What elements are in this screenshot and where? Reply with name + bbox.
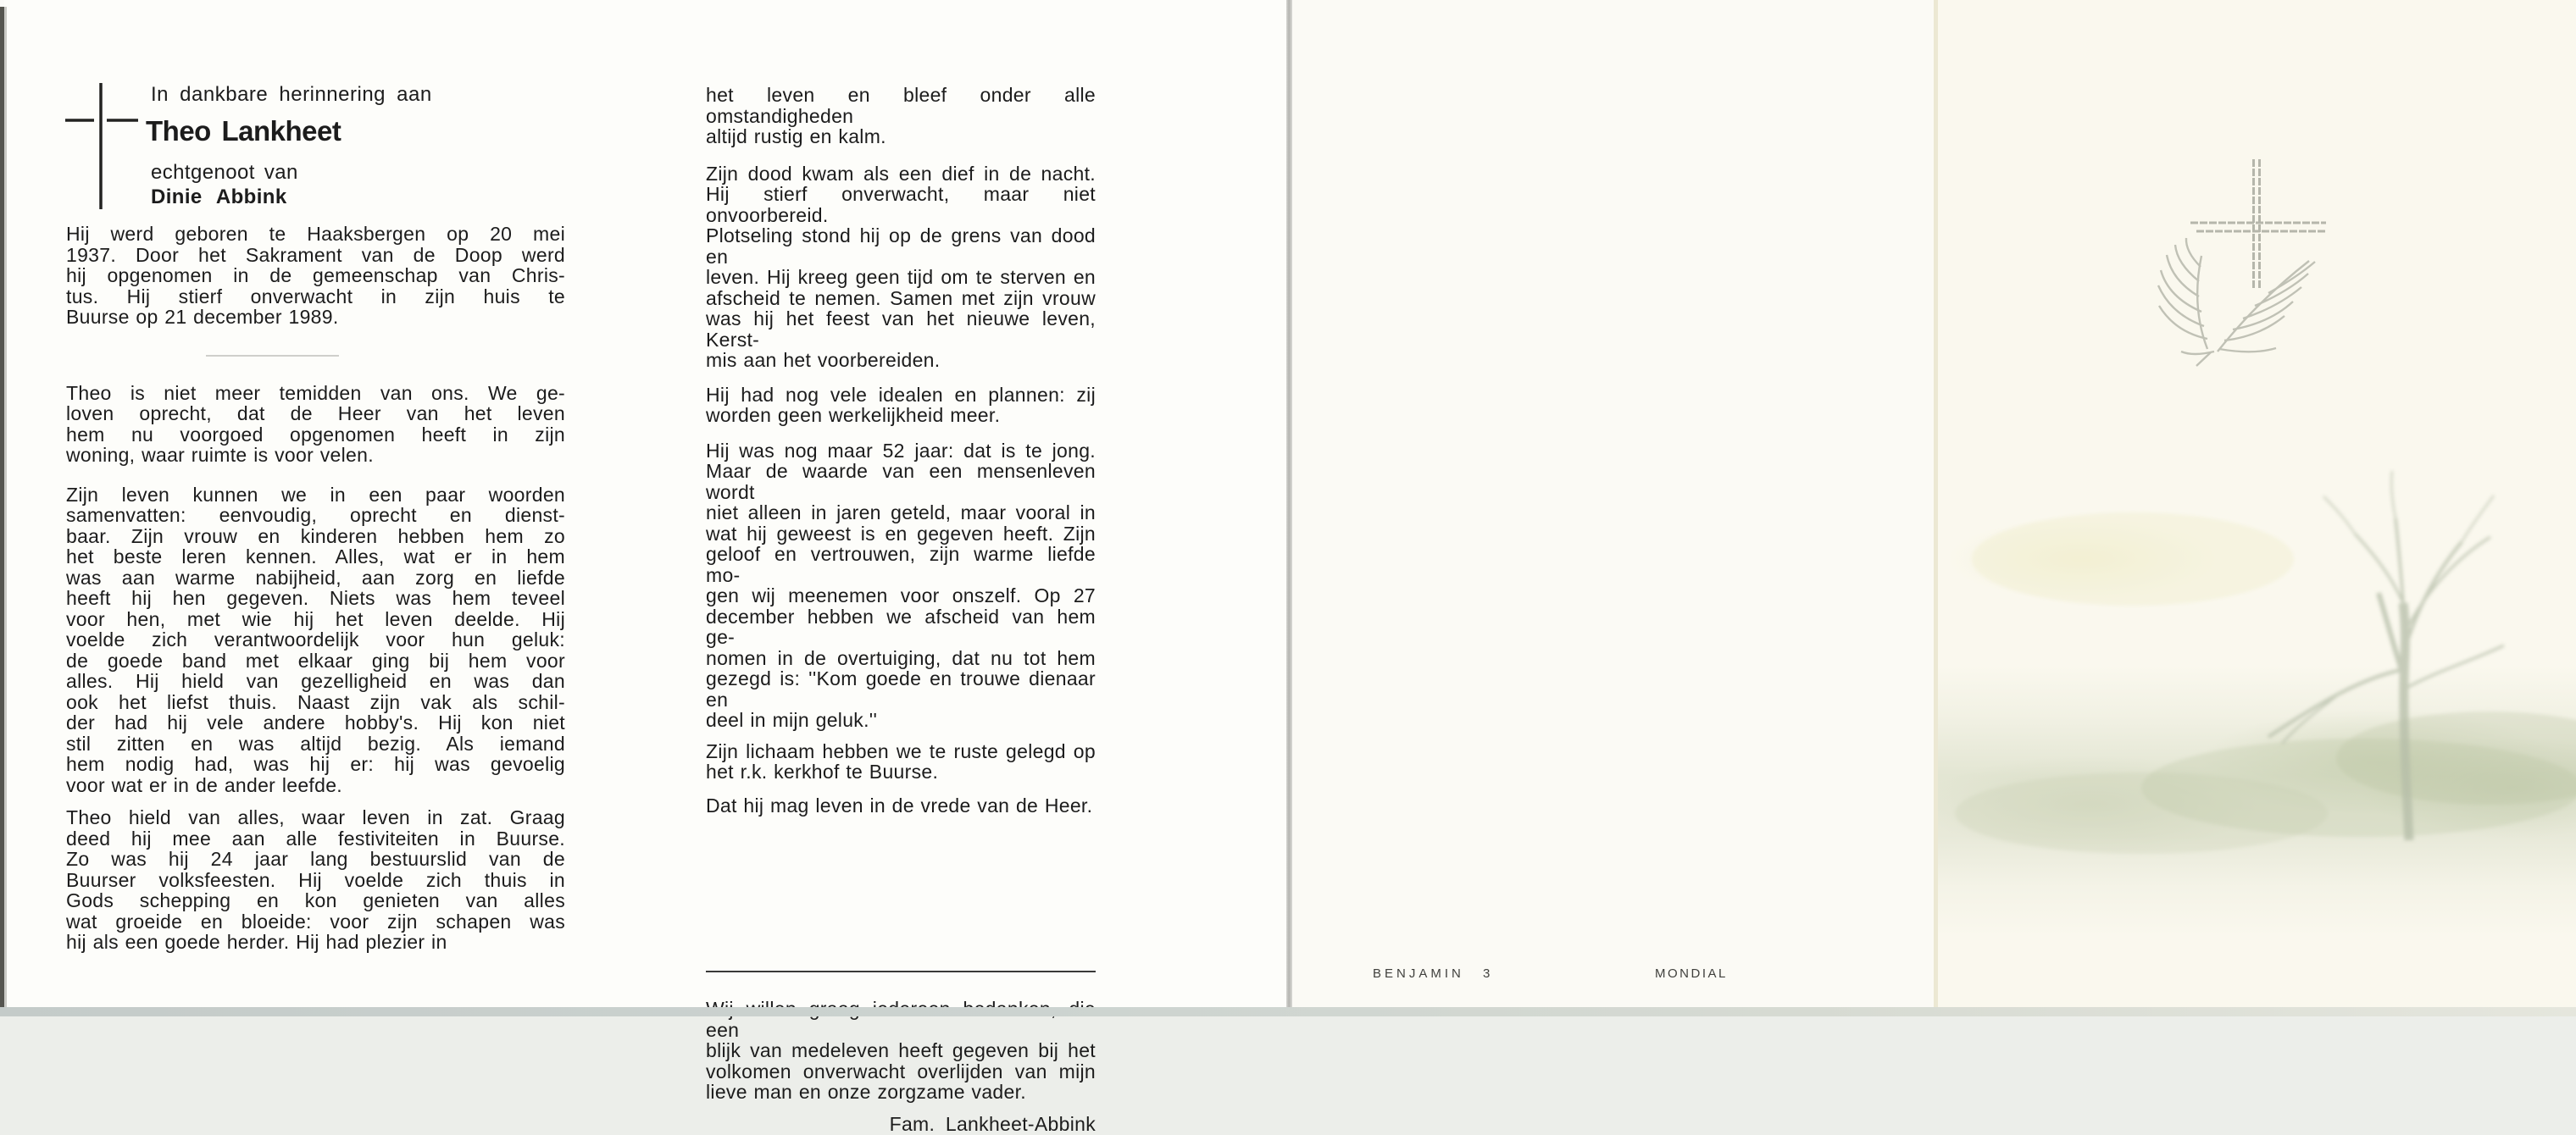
text-column-right bbox=[706, 85, 1096, 1135]
family-signature: Fam. Lankheet-Abbink bbox=[889, 1112, 1096, 1135]
relation-line: echtgenoot van bbox=[151, 161, 298, 184]
card-back-page bbox=[1292, 0, 1934, 1008]
scan-left-edge-highlight bbox=[4, 7, 7, 1011]
paragraph-character: Zijn leven kunnen we in een paar woorden samenvatten: eenvoudig, oprecht en dienst- baar. Zijn vrouw en kinderen hebben hem zo het beste leren kennen. Alles, wat er in hem was aan warme nabijheid, aan zorg en liefde heeft hij hen gegeven. Niets was hem teveel voor hen, met wie hij het leven deelde. Hij voelde zich verantwoordelijk voor hun geluk: de goede band met elkaar ging bij hem voor alles. Hij hield van gezelligheid en was dan ook het liefst thuis. Naast zijn vak als schil- der had hij vele andere hobby's. Hij kon niet stil zitten en was altijd bezig. Als iemand hem nodig had, was hij er: hij was gevoelig voor wat er in de ander leefde. bbox=[66, 483, 565, 796]
dedication-line: In dankbare herinnering aan bbox=[151, 83, 432, 106]
scan-bottom-edge bbox=[0, 1007, 2576, 1016]
printer-mark-benjamin: BENJAMIN 3 bbox=[1373, 966, 1494, 981]
paragraph-community: Theo hield van alles, waar leven in zat. Graag deed hij mee aan alle festiviteiten in Buurse. Zo was hij 24 jaar lang bestuurslid van de Buurser volksfeesten. Hij voelde zich thuis in Gods schepping en kon genieten van alles wat groeide en bloeide: voor zijn schapen was hij als een goede herder. Hij had plezier in bbox=[66, 806, 565, 953]
printer-mark-mondial: MONDIAL bbox=[1655, 966, 1728, 981]
paragraph-calm: het leven en bleef onder alle omstandigheden altijd rustig en kalm. bbox=[706, 84, 1096, 147]
memorial-card-text-spread bbox=[4, 0, 1286, 1135]
palm-branches-icon bbox=[2158, 238, 2315, 366]
spouse-name: Dinie Abbink bbox=[151, 185, 287, 208]
cross-and-branches-watermark bbox=[1938, 0, 2576, 1008]
text-column-left bbox=[66, 80, 565, 953]
paragraph-remembrance: Theo is niet meer temidden van ons. We ge- loven oprecht, dat de Heer van het leven hem nu voorgoed opgenomen heeft in zijn woning, waar ruimte is voor velen. bbox=[66, 381, 565, 466]
card-front-page bbox=[1938, 0, 2576, 1008]
paragraph-burial: Zijn lichaam hebben we te ruste gelegd op het r.k. kerkhof te Buurse. bbox=[706, 739, 1096, 783]
paragraph-thanks: een blijk van medeleven heeft gegeven bij het volkomen onverwacht overlijden van mijn lieve man en onze zorgzame vader. bbox=[706, 1018, 1096, 1103]
meadow-wash bbox=[1955, 512, 2576, 854]
paragraph-ideals: Hij had nog vele idealen en plannen: zij worden geen werkelijkheid meer. bbox=[706, 383, 1096, 426]
paragraph-death: Zijn dood kwam als een dief in de nacht. Hij stierf onverwacht, maar niet onvoorbereid. Plotseling stond hij op de grens van dood en leven. Hij kreeg geen tijd om te sterven en afscheid te nemen. Samen met zijn vrouw was hij het feest van het nieuwe leven, Kerst- mis aan het voorbereiden. bbox=[706, 162, 1096, 371]
divider-line bbox=[706, 971, 1096, 972]
deceased-name: Theo Lankheet bbox=[146, 115, 341, 147]
paragraph-blessing: Dat hij mag leven in de vrede van de Heer. bbox=[706, 794, 1093, 817]
paragraph-52-years: Hij was nog maar 52 jaar: dat is te jong. Maar de waarde van een mensenleven wordt niet alleen in jaren geteld, maar vooral in wat hij geweest is en gegeven heeft. Zijn geloof en vertrouwen, zijn warme liefde mo- gen wij meenemen voor onszelf. Op 27 december hebben we afscheid van hem ge- nomen in de overtuiging, dat nu tot hem gezegd is: ''Kom goede en trouwe dienaar en deel in mijn geluk.'' bbox=[706, 439, 1096, 731]
card-edge-seam bbox=[1286, 0, 1292, 1008]
paragraph-birth-death: Hij werd geboren te Haaksbergen op 20 mei 1937. Door het Sakrament van de Doop werd hij opgenomen in de gemeenschap van Chris- tus. Hij stierf onverwacht in zijn huis te Buurse op 21 december 1989. bbox=[66, 223, 565, 328]
